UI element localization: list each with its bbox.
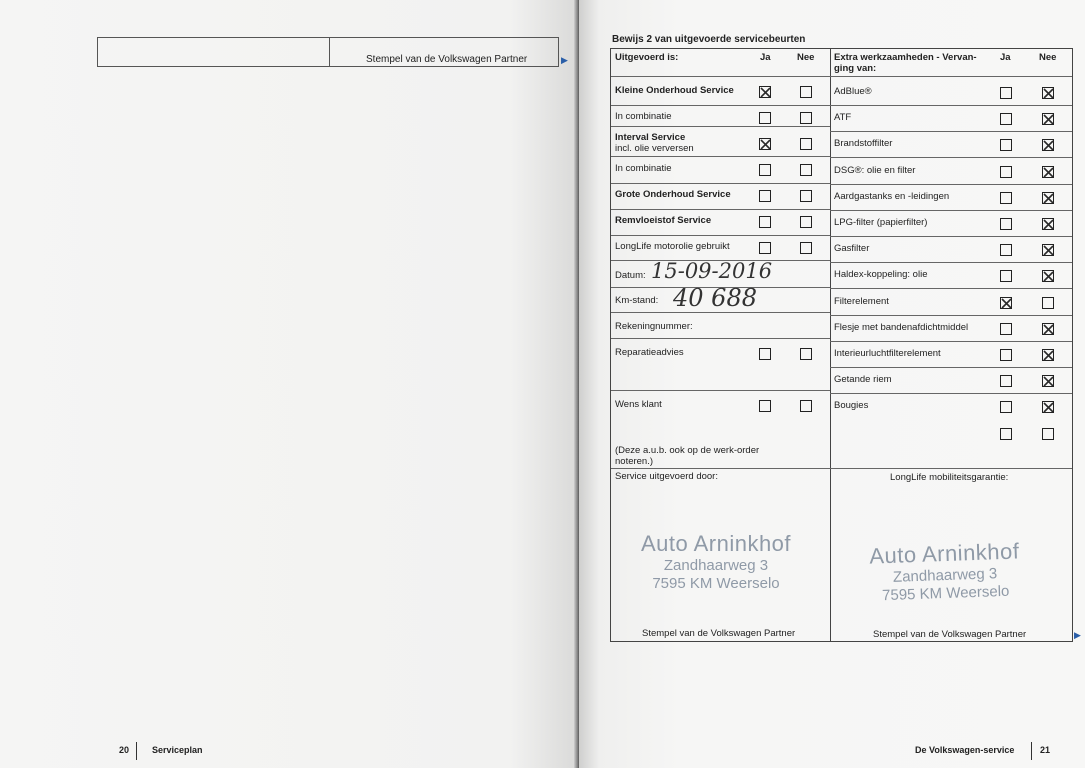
right-row-ja-checkbox[interactable] — [1000, 270, 1012, 282]
left-row-ja-checkbox[interactable] — [759, 86, 771, 98]
left-row-nee-checkbox[interactable] — [800, 190, 812, 202]
right-row-ja-checkbox[interactable] — [1000, 192, 1012, 204]
stamp-box — [97, 37, 559, 67]
stamp-label: Stempel van de Volkswagen Partner — [366, 54, 528, 65]
advies-ja-checkbox[interactable] — [759, 348, 771, 360]
right-row-label: Bougies — [834, 400, 869, 412]
continue-arrow-icon: ▶ — [561, 55, 568, 65]
left-row-nee-checkbox[interactable] — [800, 164, 812, 176]
advies-divider — [611, 390, 830, 391]
right-row-divider — [830, 157, 1072, 158]
left-row-divider — [611, 105, 830, 106]
section-title: Serviceplan — [152, 745, 203, 755]
company-stamp-right — [854, 538, 1036, 606]
right-row-label: Filterelement — [834, 295, 889, 307]
right-row-divider — [830, 131, 1072, 132]
right-row-label: Flesje met bandenafdichtmiddel — [834, 321, 969, 333]
left-row-ja-checkbox[interactable] — [759, 112, 771, 124]
service-by-label: Service uitgevoerd door: — [615, 471, 718, 482]
left-col-nee: Nee — [797, 52, 815, 63]
right-row-label: Aardgastanks en -leidingen — [834, 190, 950, 202]
right-col-nee: Nee — [1039, 52, 1057, 63]
left-row-label: LongLife motorolie gebruikt — [615, 241, 730, 252]
right-row-ja-checkbox[interactable] — [1000, 166, 1012, 178]
continue-arrow-icon: ▶ — [1074, 630, 1081, 640]
stamp-box-divider — [329, 38, 330, 66]
right-row-ja-checkbox[interactable] — [1000, 244, 1012, 256]
mobility-label: LongLife mobiliteitsgarantie: — [890, 472, 1009, 483]
form-center-divider — [830, 49, 831, 641]
right-row-divider — [830, 341, 1072, 342]
left-row-divider — [611, 235, 830, 236]
advies-nee-checkbox[interactable] — [800, 348, 812, 360]
left-col-ja: Ja — [760, 52, 771, 63]
signature-divider — [611, 468, 1072, 469]
left-row-nee-checkbox[interactable] — [800, 112, 812, 124]
right-row-nee-checkbox[interactable] — [1042, 401, 1054, 413]
right-row-divider — [830, 288, 1072, 289]
service-form — [610, 48, 1073, 642]
right-row-label: ATF — [834, 112, 852, 124]
right-row-nee-checkbox[interactable] — [1042, 87, 1054, 99]
left-row-ja-checkbox[interactable] — [759, 190, 771, 202]
right-row-nee-checkbox[interactable] — [1042, 428, 1054, 440]
right-row-ja-checkbox[interactable] — [1000, 375, 1012, 387]
left-row-ja-checkbox[interactable] — [759, 242, 771, 254]
left-row-label: Kleine Onderhoud Service — [615, 85, 734, 96]
right-row-label: Brandstoffilter — [834, 138, 893, 150]
left-table-header: Uitgevoerd is: — [615, 52, 679, 63]
rekening-label: Rekeningnummer: — [615, 321, 693, 332]
right-col-ja: Ja — [1000, 52, 1011, 63]
right-row-divider — [830, 236, 1072, 237]
left-row-divider — [611, 126, 830, 127]
left-row-divider — [611, 156, 830, 157]
stamp-label-right: Stempel van de Volkswagen Partner — [873, 629, 1027, 640]
right-row-divider — [830, 105, 1072, 106]
stamp-city: 7595 KM Weerselo — [652, 575, 780, 592]
right-row-label: AdBlue® — [834, 86, 872, 97]
left-row-nee-checkbox[interactable] — [800, 138, 812, 150]
right-row-divider — [830, 315, 1072, 316]
right-row-label: DSG®: olie en filter — [834, 164, 916, 176]
right-row-ja-checkbox[interactable] — [1000, 349, 1012, 361]
right-row-divider — [830, 262, 1072, 263]
right-row-label: Getande riem — [834, 374, 892, 386]
left-row-label: Interval Service — [615, 132, 686, 143]
left-row-nee-checkbox[interactable] — [800, 242, 812, 254]
right-row-label: LPG-filter (papierfilter) — [834, 217, 928, 228]
right-row-divider — [830, 367, 1072, 368]
right-row-nee-checkbox[interactable] — [1042, 166, 1054, 178]
stamp-company-name: Auto Arninkhof — [640, 531, 792, 556]
right-row-ja-checkbox[interactable] — [1000, 87, 1012, 99]
left-row-nee-checkbox[interactable] — [800, 216, 812, 228]
stamp-street: Zandhaarweg 3 — [892, 565, 998, 586]
company-stamp-left — [626, 531, 806, 593]
section-title-right: De Volkswagen-service — [915, 745, 1015, 755]
advies-label: Reparatieadvies — [615, 347, 684, 358]
right-row-divider — [830, 184, 1072, 185]
datum-handwriting: 15-09-2016 — [651, 259, 773, 283]
right-row-ja-checkbox[interactable] — [1000, 428, 1012, 440]
header-divider — [611, 76, 1072, 77]
right-row-ja-checkbox[interactable] — [1000, 323, 1012, 335]
right-row-nee-checkbox[interactable] — [1042, 297, 1054, 309]
stamp-company-name: Auto Arninkhof — [868, 538, 1020, 569]
right-row-nee-checkbox[interactable] — [1042, 139, 1054, 151]
right-row-nee-checkbox[interactable] — [1042, 192, 1054, 204]
right-row-nee-checkbox[interactable] — [1042, 113, 1054, 125]
km-divider — [611, 312, 830, 313]
right-row-divider — [830, 393, 1072, 394]
right-row-nee-checkbox[interactable] — [1042, 270, 1054, 282]
right-row-nee-checkbox[interactable] — [1042, 244, 1054, 256]
right-row-nee-checkbox[interactable] — [1042, 218, 1054, 230]
right-row-ja-checkbox[interactable] — [1000, 218, 1012, 230]
km-label: Km-stand: — [615, 295, 659, 306]
left-row-ja-checkbox[interactable] — [759, 138, 771, 150]
right-row-nee-checkbox[interactable] — [1042, 323, 1054, 335]
page-number: 20 — [119, 745, 130, 755]
left-row-sublabel: incl. olie verversen — [615, 143, 694, 154]
datum-label: Datum: — [615, 270, 646, 281]
stamp-label-left: Stempel van de Volkswagen Partner — [642, 628, 796, 639]
wens-nee-checkbox[interactable] — [800, 400, 812, 412]
right-row-nee-checkbox[interactable] — [1042, 375, 1054, 387]
footer-divider-right — [1031, 742, 1032, 760]
werkorder-note: (Deze a.u.b. ook op de werk-order noteren.) — [615, 445, 760, 467]
footer-divider — [136, 742, 137, 760]
left-row-ja-checkbox[interactable] — [759, 164, 771, 176]
right-row-ja-checkbox[interactable] — [1000, 297, 1012, 309]
wens-ja-checkbox[interactable] — [759, 400, 771, 412]
left-row-label: In combinatie — [615, 163, 672, 174]
right-row-nee-checkbox[interactable] — [1042, 349, 1054, 361]
left-row-ja-checkbox[interactable] — [759, 216, 771, 228]
left-row-label: Grote Onderhoud Service — [615, 189, 731, 200]
left-row-label: In combinatie — [615, 111, 672, 122]
left-row-divider — [611, 183, 830, 184]
right-row-divider — [830, 210, 1072, 211]
right-row-ja-checkbox[interactable] — [1000, 139, 1012, 151]
km-handwriting: 40 688 — [673, 284, 757, 312]
right-row-ja-checkbox[interactable] — [1000, 113, 1012, 125]
page-number-right: 21 — [1040, 745, 1051, 755]
left-row-nee-checkbox[interactable] — [800, 86, 812, 98]
right-row-label: Interieurluchtfilterelement — [834, 348, 941, 359]
right-row-label: Haldex-koppeling: olie — [834, 269, 928, 281]
left-row-label: Remvloeistof Service — [615, 215, 712, 226]
right-table-header: Extra werkzaamheden - Vervan-ging van: — [834, 52, 977, 74]
right-row-label: Gasfilter — [834, 243, 870, 255]
form-heading: Bewijs 2 van uitgevoerde servicebeurten — [612, 34, 806, 45]
rekening-divider — [611, 338, 830, 339]
wens-label: Wens klant — [615, 399, 662, 410]
stamp-street: Zandhaarweg 3 — [663, 557, 769, 574]
stamp-city: 7595 KM Weerselo — [881, 582, 1010, 605]
left-row-divider — [611, 209, 830, 210]
right-row-ja-checkbox[interactable] — [1000, 401, 1012, 413]
